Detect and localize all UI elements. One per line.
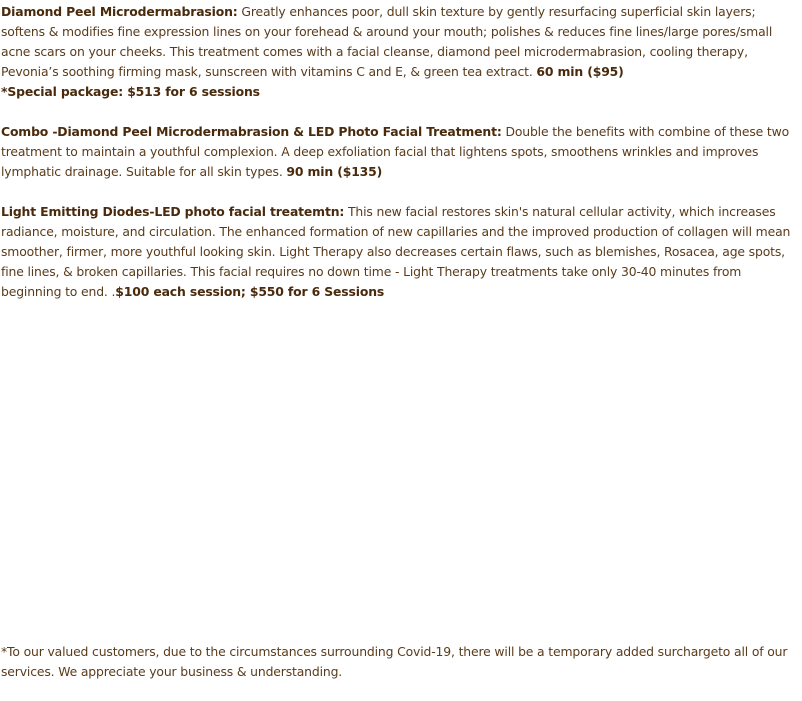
service-title: Diamond Peel Microdermabrasion: bbox=[1, 4, 238, 19]
service-description: This new facial restores skin's natural cellular activity, which increases radiance, moisture, and circulation. The enhanced formation of new capillaries and the improved production of collagen will mean smoother, firmer, more youthful looking skin. Light Therapy also decreases certain flaws, such as blemishes, Rosacea, age spots, fine lines, & broken capillaries. This facial requires no down time - Light Therapy treatments take only 30-40 minutes from beginning to end. . bbox=[1, 204, 791, 299]
service-title: Combo -Diamond Peel Microdermabrasion & LED Photo Facial Treatment: bbox=[1, 124, 502, 139]
services-list bbox=[1, 2, 799, 322]
covid-surcharge-notice: *To our valued customers, due to the circumstances surrounding Covid-19, there will be a temporary added surchargeto all of our services. We appreciate your business & understanding. bbox=[1, 644, 788, 679]
service-description: Double the benefits with combine of these two treatment to maintain a youthful complexion. A deep exfoliation facial that lightens spots, smoothens wrinkles and improves lymphatic drainage. Suitable for all skin types. bbox=[1, 124, 790, 179]
service-package: *Special package: $513 for 6 sessions bbox=[1, 84, 260, 99]
service-title: Light Emitting Diodes-LED photo facial treatemtn: bbox=[1, 204, 345, 219]
service-price: $100 each session; $550 for 6 Sessions bbox=[115, 284, 385, 299]
service-description: Greatly enhances poor, dull skin texture by gently resurfacing superficial skin layers; softens & modifies fine expression lines on your forehead & around your mouth; polishes & reduces fine lines/large pores/small acne scars on your cheeks. This treatment comes with a facial cleanse, diamond peel microdermabrasion, cooling therapy, Pevonia’s soothing firming mask, sunscreen with vitamins C and E, & green tea extract. bbox=[1, 4, 773, 79]
service-combo bbox=[1, 122, 799, 182]
service-diamond-peel bbox=[1, 2, 799, 102]
service-led-photo-facial bbox=[1, 202, 799, 302]
service-price: 60 min ($95) bbox=[536, 64, 624, 79]
service-price: 90 min ($135) bbox=[286, 164, 383, 179]
